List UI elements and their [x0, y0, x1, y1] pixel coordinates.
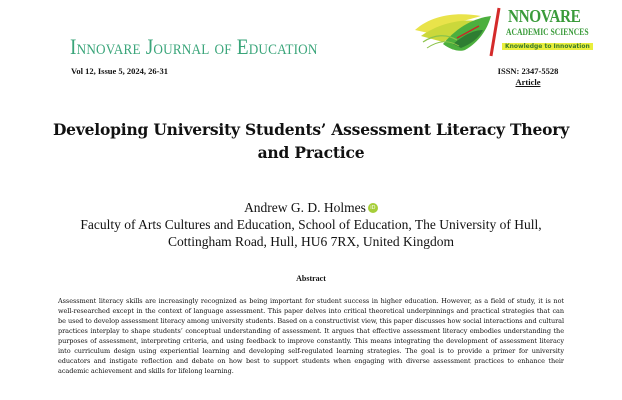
logo-tagline: Knowledge to Innovation [502, 43, 593, 50]
paper-title: Developing University Students’ Assessment Literacy Theory and Practice [52, 120, 570, 162]
volume-info: Vol 12, Issue 5, 2024, 26-31 [71, 66, 168, 76]
logo-name: NNOVARE [508, 6, 581, 26]
abstract-text: Assessment literacy skills are increasingly recognized as being important for student success in higher education. However, as a field of study, it is not well-researched except in the context of language assessment. This paper delves into critical theoretical underpinnings and practical strategies that can be used to develop assessment literacy among university students. Based on a constructivist view, this paper discusses how social interactions and cultural practices interplay to shape students’ conceptual understanding of assessment. It argues that effective assessment literacy embodies understanding the purposes of assessment, interpreting criteria, and using feedback to improve constantly. This means integrating the development of assessment literacy into curriculum design using experiential learning and developing self-regulated learning strategies. The goal is to provide a primer for university educators and instigate reflection and debate on how best to support students when engaging with diverse assessment practices to enhance their academic achievement and skills for lifelong learning. [58, 297, 564, 375]
publisher-logo [413, 4, 588, 58]
affiliation-line-2: Cottingham Road, Hull, HU6 7RX, United Kingdom [167, 234, 455, 249]
author-block [20, 199, 602, 250]
logo-subtitle: ACADEMIC SCIENCES [506, 28, 589, 38]
article-type: Article [515, 77, 541, 87]
journal-title: Innovare Journal of Education [70, 34, 318, 59]
author-name: Andrew G. D. Holmes [244, 200, 366, 215]
affiliation-line-1: Faculty of Arts Cultures and Education, School of Education, The University of Hull, [80, 217, 542, 232]
leaf-swoosh-icon [413, 4, 513, 58]
issn-block [490, 66, 566, 88]
issn: ISSN: 2347-5528 [497, 66, 559, 76]
orcid-icon[interactable]: iD [368, 203, 378, 213]
abstract-heading: Abstract [296, 274, 326, 283]
